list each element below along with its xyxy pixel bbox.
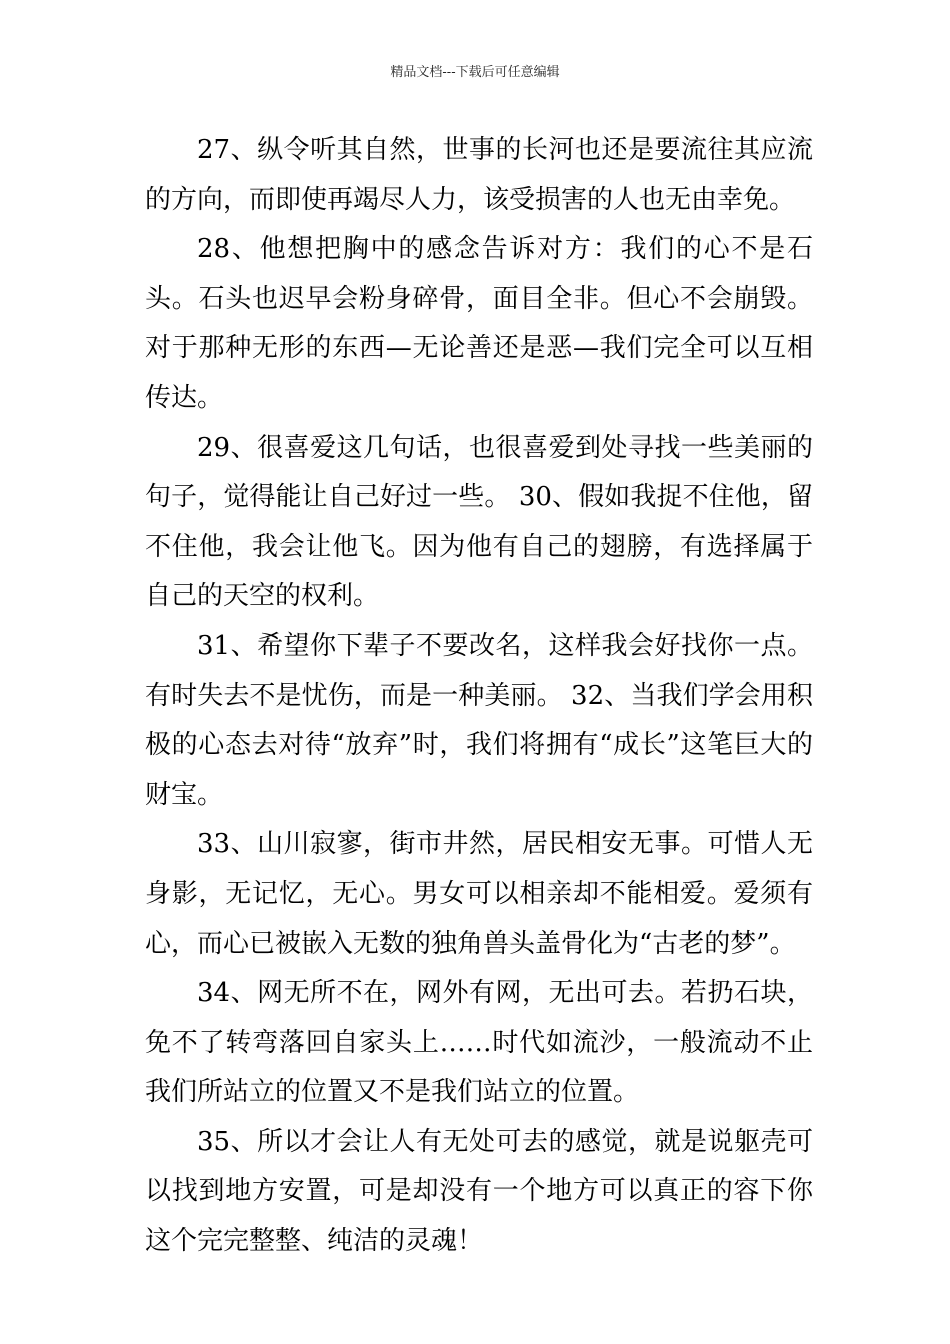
paragraph-31-32: 31、希望你下辈子不要改名，这样我会好找你一点。有时失去不是忧伤，而是一种美丽。 32、当我们学会用积极的心态去对待“放弃”时，我们将拥有“成长”这笔巨大的财宝。 — [145, 630, 813, 810]
paragraph-29-30: 29、很喜爱这几句话，也很喜爱到处寻找一些美丽的句子，觉得能让自己好过一些。 30、假如我捉不住他，留不住他，我会让他飞。因为他有自己的翅膀，有选择属于自己的天空的权利。 — [145, 432, 813, 612]
paragraph-34: 34、网无所不在，网外有网，无出可去。若扔石块，免不了转弯落回自家头上……时代如流沙，一般流动不止我们所站立的位置又不是我们站立的位置。 — [145, 978, 813, 1108]
page-header: 精品文档---下载后可任意编辑 — [390, 65, 560, 80]
paragraph-35: 35、所以才会让人有无处可去的感觉，就是说躯壳可以找到地方安置，可是却没有一个地方可以真正的容下你这个完完整整、纯洁的灵魂！ — [145, 1126, 813, 1257]
paragraph-27: 27、纵令听其自然，世事的长河也还是要流往其应流的方向，而即使再竭尽人力，该受损害的人也无由幸免。 — [145, 135, 813, 215]
paragraph-28: 28、他想把胸中的感念告诉对方：我们的心不是石头。石头也迟早会粉身碎骨，面目全非。但心不会崩毁。对于那种无形的东西—无论善还是恶—我们完全可以互相传达。 — [145, 234, 813, 413]
paragraph-33: 33、山川寂寥，街市井然，居民相安无事。可惜人无身影，无记忆，无心。男女可以相亲却不能相爱。爱须有心，而心已被嵌入无数的独角兽头盖骨化为“古老的梦”。 — [145, 829, 813, 959]
document-body — [145, 126, 813, 1267]
